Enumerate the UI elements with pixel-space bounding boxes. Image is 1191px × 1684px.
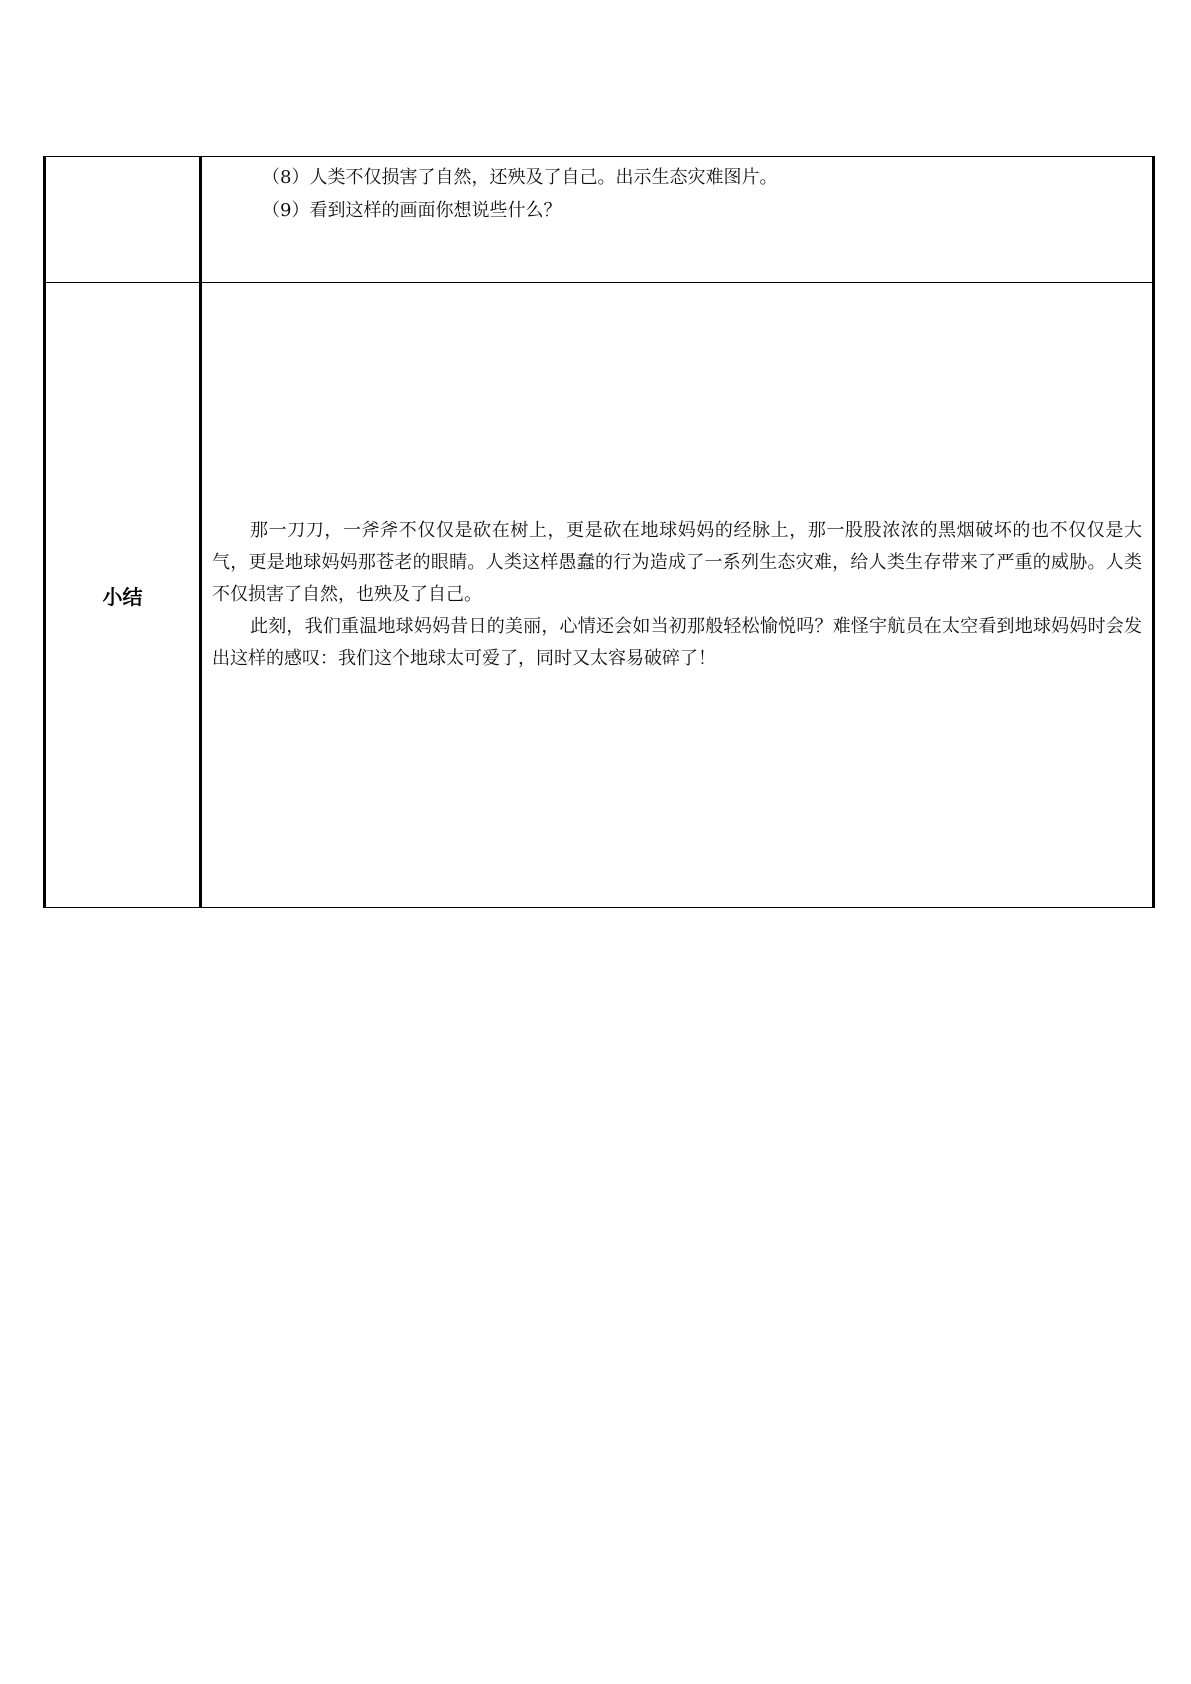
activities-content-cell [201,157,1154,283]
row-label-cell [45,157,201,283]
lesson-plan-table [43,156,1155,908]
summary-paragraph-2: 此刻，我们重温地球妈妈昔日的美丽，心情还会如当初那般轻松愉悦吗？难怪宇航员在太空看到地球妈妈时会发出这样的感叹：我们这个地球太可爱了，同时又太容易破碎了！ [212,616,1142,669]
summary-label: 小结 [102,584,143,609]
summary-text-block [202,283,1152,907]
summary-label-cell [45,283,201,908]
activity-item-8: （8）人类不仅损害了自然，还殃及了自己。出示生态灾难图片。 [262,167,778,188]
table-row-summary [45,283,1154,908]
activity-list [202,157,1152,227]
table-row-activities [45,157,1154,283]
activity-item-9: （9）看到这样的画面你想说些什么？ [262,200,562,221]
summary-content-cell [201,283,1154,908]
summary-paragraph-1: 那一刀刀，一斧斧不仅仅是砍在树上，更是砍在地球妈妈的经脉上，那一股股浓浓的黑烟破坏的也不仅仅是大气，更是地球妈妈那苍老的眼睛。人类这样愚蠢的行为造成了一系列生态灾难，给人类生存带来了严重的威胁。人类不仅损害了自然，也殃及了自己。 [212,520,1142,605]
